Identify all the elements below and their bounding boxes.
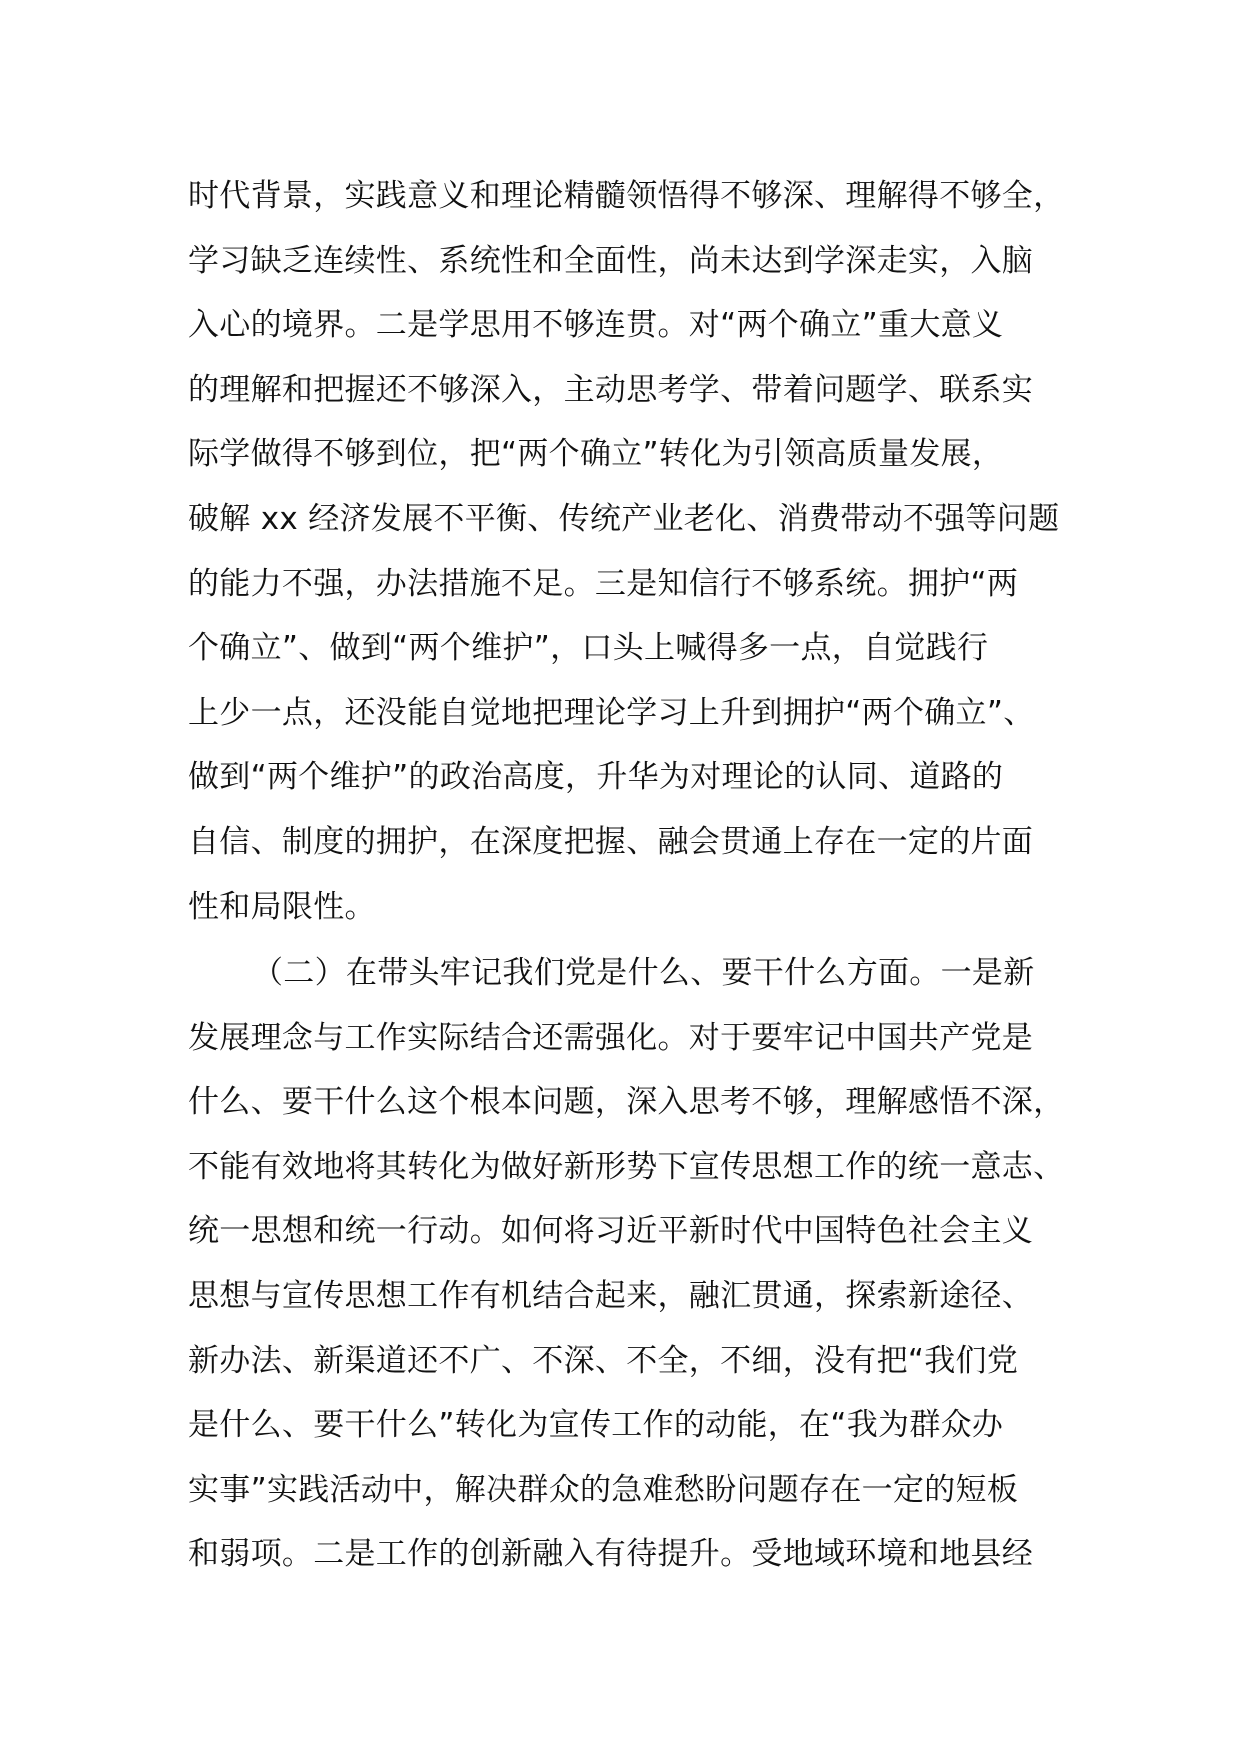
text-line: 学习缺乏连续性、系统性和全面性，尚未达到学深走实，入脑	[188, 242, 1034, 279]
text-line: 上少一点，还没能自觉地把理论学习上升到拥护“两个确立”、	[188, 694, 1035, 731]
paragraph-continued	[188, 164, 1065, 939]
text-line: 发展理念与工作实际结合还需强化。对于要牢记中国共产党是	[188, 1019, 1034, 1056]
text-line: 自信、制度的拥护，在深度把握、融会贯通上存在一定的片面	[188, 823, 1034, 860]
text-line: 破解 xx 经济发展不平衡、传统产业老化、消费带动不强等问题	[188, 500, 1060, 537]
text-line: 做到“两个维护”的政治高度，升华为对理论的认同、道路的	[188, 759, 1004, 796]
text-line: 新办法、新渠道还不广、不深、不全，不细，没有把“我们党	[188, 1342, 1019, 1379]
text-line: 不能有效地将其转化为做好新形势下宣传思想工作的统一意志、	[188, 1148, 1065, 1185]
text-line: 的理解和把握还不够深入，主动思考学、带着问题学、联系实	[188, 371, 1034, 408]
text-line: 什么、要干什么这个根本问题，深入思考不够，理解感悟不深，	[188, 1084, 1065, 1121]
text-line: 思想与宣传思想工作有机结合起来，融汇贯通，探索新途径、	[188, 1277, 1034, 1314]
text-line: 实事”实践活动中，解决群众的急难愁盼问题存在一定的短板	[188, 1471, 1019, 1508]
paragraph-section-two	[188, 941, 1065, 1587]
text-line: 时代背景，实践意义和理论精髓领悟得不够深、理解得不够全，	[188, 178, 1065, 214]
text-line: 际学做得不够到位，把“两个确立”转化为引领高质量发展，	[188, 436, 1004, 473]
text-line: 和弱项。二是工作的创新融入有待提升。受地域环境和地县经	[188, 1536, 1034, 1573]
text-line: 性和局限性。	[188, 888, 376, 925]
text-line: 个确立”、做到“两个维护”，口头上喊得多一点，自觉践行	[188, 630, 989, 667]
text-line: 入心的境界。二是学思用不够连贯。对“两个确立”重大意义	[188, 307, 1004, 344]
text-line: 的能力不强，办法措施不足。三是知信行不够系统。拥护“两	[188, 565, 1019, 602]
text-line-indented: （二）在带头牢记我们党是什么、要干什么方面。一是新	[252, 955, 1035, 991]
text-line: 是什么、要干什么”转化为宣传工作的动能，在“我为群众办	[188, 1407, 1004, 1444]
text-line: 统一思想和统一行动。如何将习近平新时代中国特色社会主义	[188, 1213, 1034, 1250]
